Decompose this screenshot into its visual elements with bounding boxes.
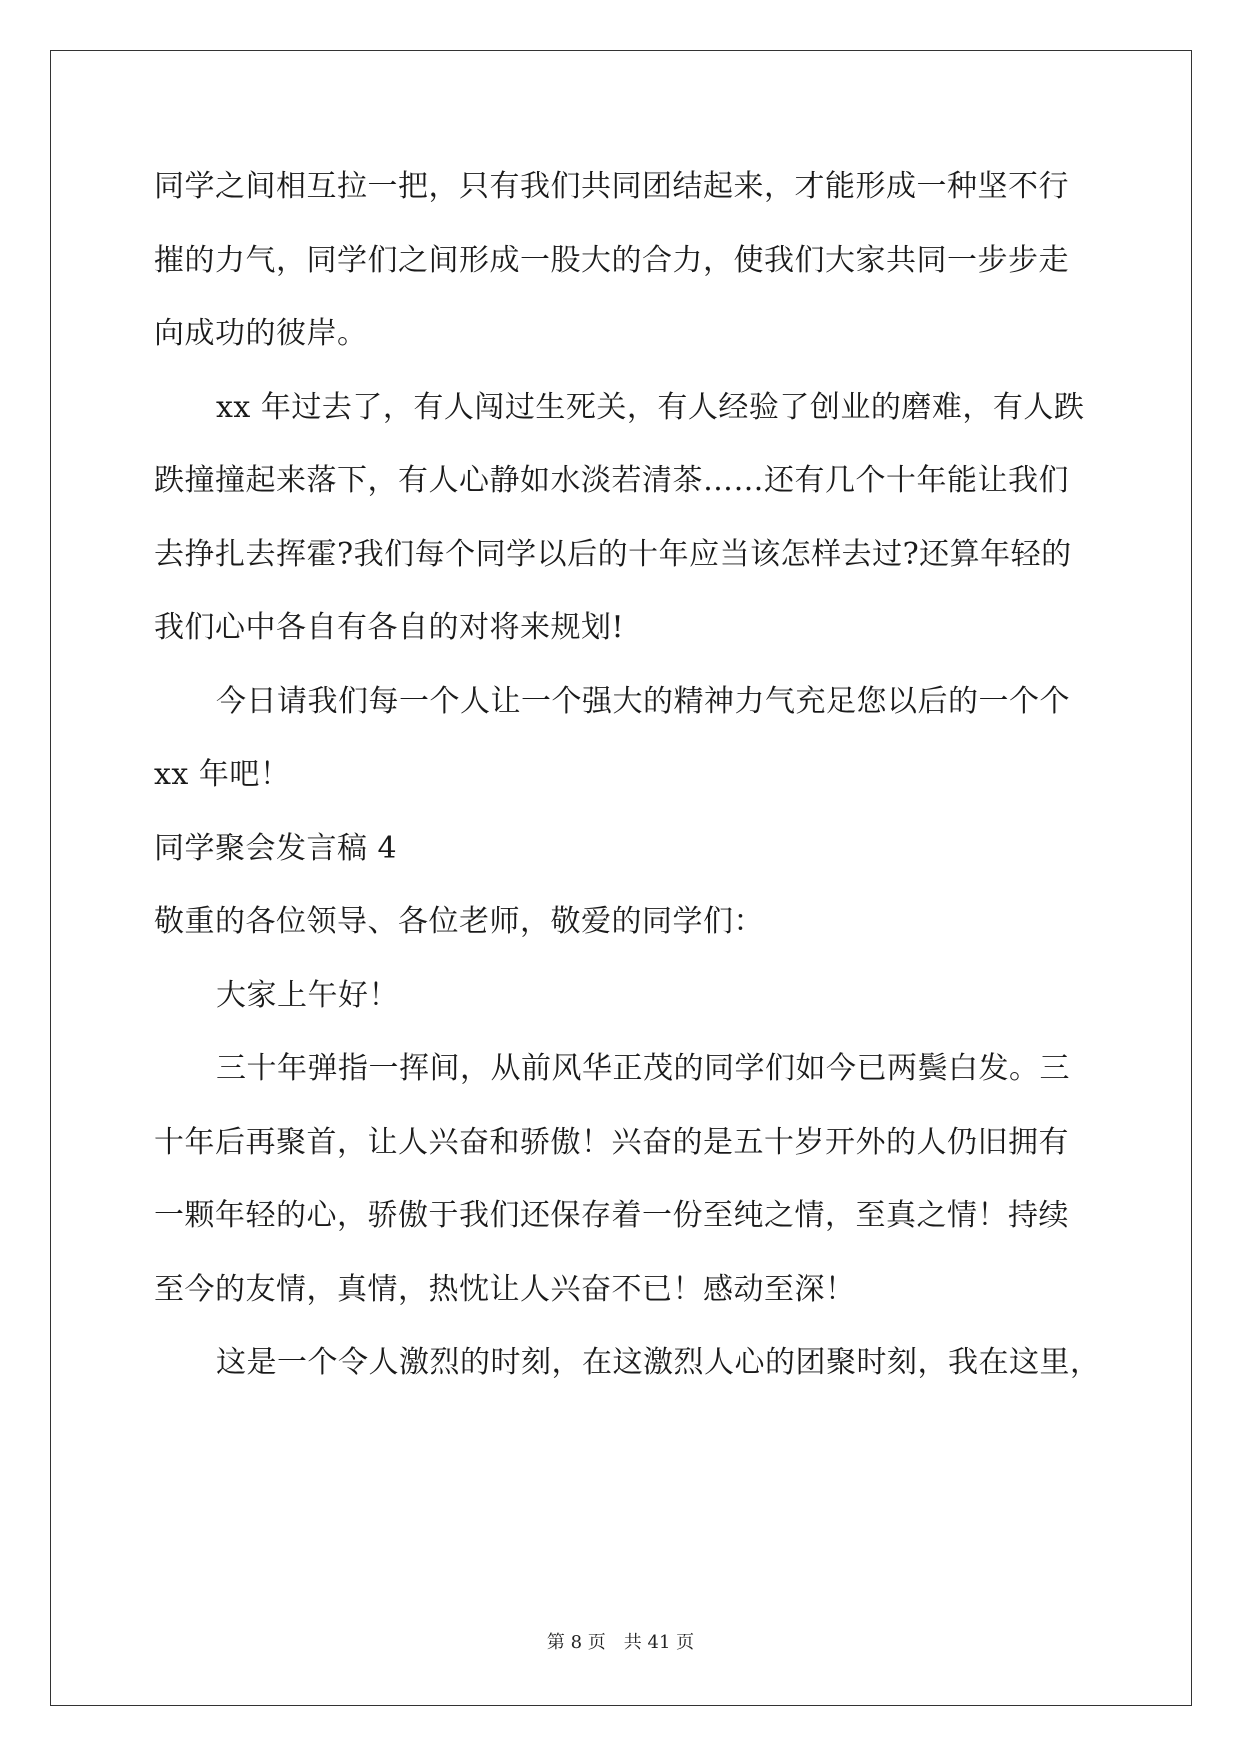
text-line: xx 年过去了，有人闯过生死关，有人经验了创业的磨难，有人跌 — [216, 389, 1085, 425]
text-line: 三十年弹指一挥间，从前风华正茂的同学们如今已两鬓白发。三 — [216, 1051, 1070, 1086]
text-line: 跌撞撞起来落下，有人心静如水淡若清茶……还有几个十年能让我们 — [154, 463, 1069, 498]
text-line: 去挣扎去挥霍?我们每个同学以后的十年应当该怎样去过?还算年轻的 — [154, 536, 1072, 572]
text-line: 向成功的彼岸。 — [154, 316, 368, 351]
text-line: 十年后再聚首，让人兴奋和骄傲！兴奋的是五十岁开外的人仍旧拥有 — [154, 1124, 1069, 1160]
text-line: 至今的友情，真情，热忱让人兴奋不已！感动至深！ — [154, 1271, 856, 1307]
salutation: 敬重的各位领导、各位老师，敬爱的同学们： — [154, 904, 764, 939]
page-number: 第 8 页 共 41 页 — [546, 1632, 695, 1653]
text-line: xx 年吧！ — [154, 757, 291, 792]
text-line: 这是一个令人激烈的时刻，在这激烈人心的团聚时刻，我在这里， — [216, 1345, 1101, 1380]
text-line: 今日请我们每一个人让一个强大的精神力气充足您以后的一个个 — [216, 683, 1070, 719]
text-line: 我们心中各自有各自的对将来规划! — [154, 610, 625, 645]
document-body — [154, 150, 1101, 1400]
text-line: 一颗年轻的心，骄傲于我们还保存着一份至纯之情，至真之情！持续 — [154, 1198, 1069, 1233]
text-line: 同学之间相互拉一把，只有我们共同团结起来，才能形成一种坚不行 — [154, 169, 1069, 204]
text-line: 摧的力气，同学们之间形成一股大的合力，使我们大家共同一步步走 — [154, 242, 1069, 278]
greeting: 大家上午好！ — [216, 977, 399, 1013]
section-title: 同学聚会发言稿 4 — [154, 830, 398, 866]
